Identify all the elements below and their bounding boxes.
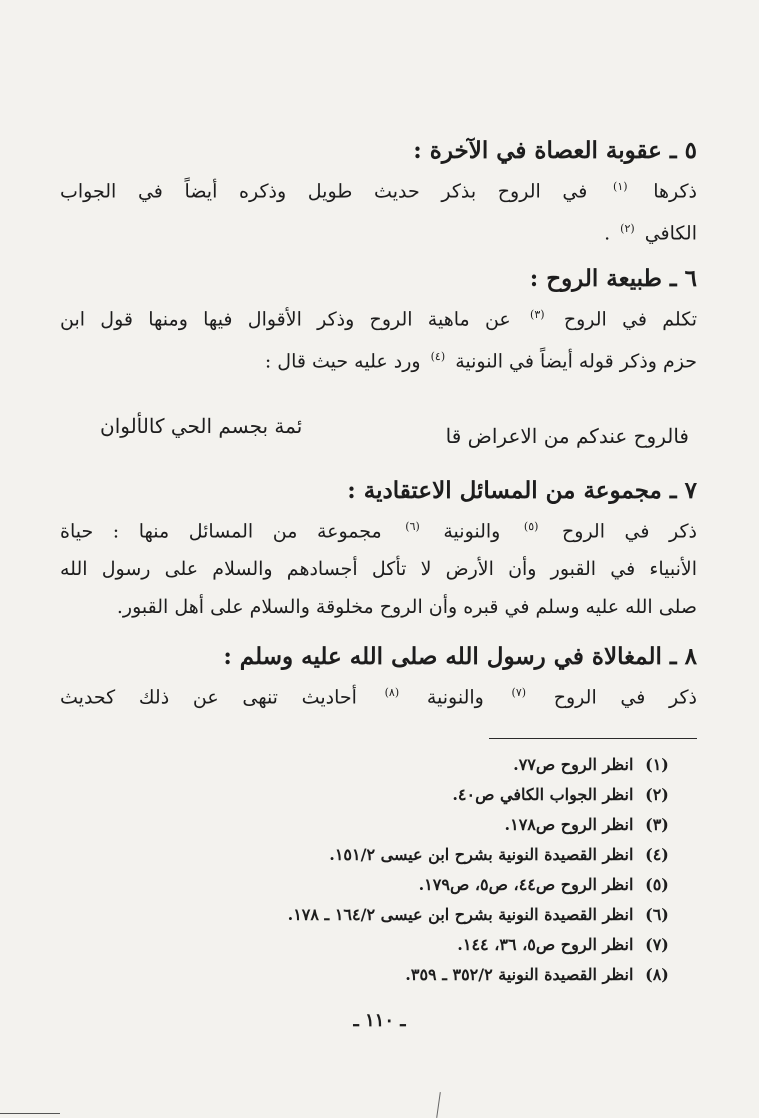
verse-first-hemistich: فالروح عندكم من الاعراض قا — [445, 424, 689, 448]
section-nature-of-soul — [60, 262, 697, 381]
section-exaggeration-about-prophet — [60, 640, 697, 716]
footnote-number: (١) — [645, 755, 669, 774]
scan-edge-line — [0, 1113, 60, 1114]
verse-second-hemistich: ئمة بجسم الحي كالألوان — [100, 414, 303, 438]
footnote-number: (٣) — [645, 815, 669, 834]
footnote-item — [220, 840, 675, 870]
footnote-number: (٨) — [645, 965, 669, 984]
footnote-ref-4[interactable]: (٤) — [430, 350, 446, 364]
footnote-ref-7[interactable]: (٧) — [511, 686, 527, 699]
footnote-text: انظر الروح ص١٧٨. — [504, 815, 634, 834]
footnote-separator — [489, 738, 697, 739]
body-line: ذكر في الروح $^{(٥)}$ والنونية $^{(٦)}$ مجموعة من المسائل منها : حياة — [60, 520, 697, 543]
footnote-text: انظر الروح ص٧٧. — [513, 755, 634, 774]
footnote-item — [220, 900, 675, 930]
footnote-ref-2[interactable]: (٢) — [620, 222, 635, 236]
footnote-text: انظر القصيدة النونية بشرح ابن عيسى ١٦٤/٢ ـ ١٧٨. — [287, 905, 634, 924]
body-line: صلى الله عليه وسلم في قبره وأن الروح مخلوقة والسلام على أهل القبور. — [116, 596, 697, 619]
footnote-text: انظر الروح ص٤٤، ص٥، ص١٧٩. — [418, 875, 634, 894]
footnote-text: انظر الجواب الكافي ص٤٠. — [452, 785, 634, 804]
body-line: ذكرها $^{(١)}$ في الروح بذكر حديث طويل وذكره أيضاً في الجواب — [60, 180, 697, 203]
footnote-ref-5[interactable]: (٥) — [523, 520, 539, 533]
section-heading: ٧ ـ مجموعة من المسائل الاعتقادية : — [347, 477, 697, 504]
section-heading: ٨ ـ المغالاة في رسول الله صلى الله عليه وسلم : — [223, 643, 697, 670]
footnote-number: (٧) — [645, 935, 669, 954]
body-line: تكلم في الروح $^{(٣)}$ عن ماهية الروح وذكر الأقوال فيها ومنها قول ابن — [60, 308, 697, 331]
body-line: حزم وذكر قوله أيضاً في النونية $^{(٤)}$ ورد عليه حيث قال : — [264, 350, 697, 373]
body-line: الأنبياء في القبور وأن الأرض لا تأكل أجسادهم والسلام على رسول الله — [60, 558, 697, 581]
section-heading: ٥ ـ عقوبة العصاة في الآخرة : — [413, 137, 697, 164]
footnote-item — [220, 780, 675, 810]
footnote-number: (٥) — [645, 875, 669, 894]
footnote-ref-8[interactable]: (٨) — [384, 686, 400, 699]
poetry-verse — [100, 406, 689, 446]
footnotes-list — [220, 750, 675, 990]
footnote-item — [220, 960, 675, 990]
footnote-text: انظر القصيدة النونية ٣٥٢/٢ ـ ٣٥٩. — [405, 965, 634, 984]
footnote-item — [220, 870, 675, 900]
footnote-number: (٢) — [645, 785, 669, 804]
body-line: ذكر في الروح $^{(٧)}$ والنونية $^{(٨)}$ أحاديث تنهى عن ذلك كحديث — [60, 686, 697, 709]
page-number: ـ ١١٠ ـ — [353, 1010, 406, 1031]
footnote-number: (٦) — [645, 905, 669, 924]
section-punishment-of-sinners — [60, 134, 697, 253]
scan-mark — [436, 1092, 441, 1118]
section-heading: ٦ ـ طبيعة الروح : — [529, 265, 697, 292]
footnote-text: انظر القصيدة النونية بشرح ابن عيسى ١٥١/٢. — [329, 845, 634, 864]
footnote-text: انظر الروح ص٥، ٣٦، ١٤٤. — [457, 935, 634, 954]
footnote-item — [220, 750, 675, 780]
footnote-item — [220, 810, 675, 840]
footnote-ref-6[interactable]: (٦) — [405, 520, 420, 533]
section-creedal-issues — [60, 474, 697, 626]
body-line: الكافي $^{(٢)}$ . — [604, 222, 697, 245]
footnote-ref-3[interactable]: (٣) — [530, 308, 545, 321]
footnote-ref-1[interactable]: (١) — [613, 180, 628, 193]
footnote-number: (٤) — [645, 845, 669, 864]
footnote-item — [220, 930, 675, 960]
